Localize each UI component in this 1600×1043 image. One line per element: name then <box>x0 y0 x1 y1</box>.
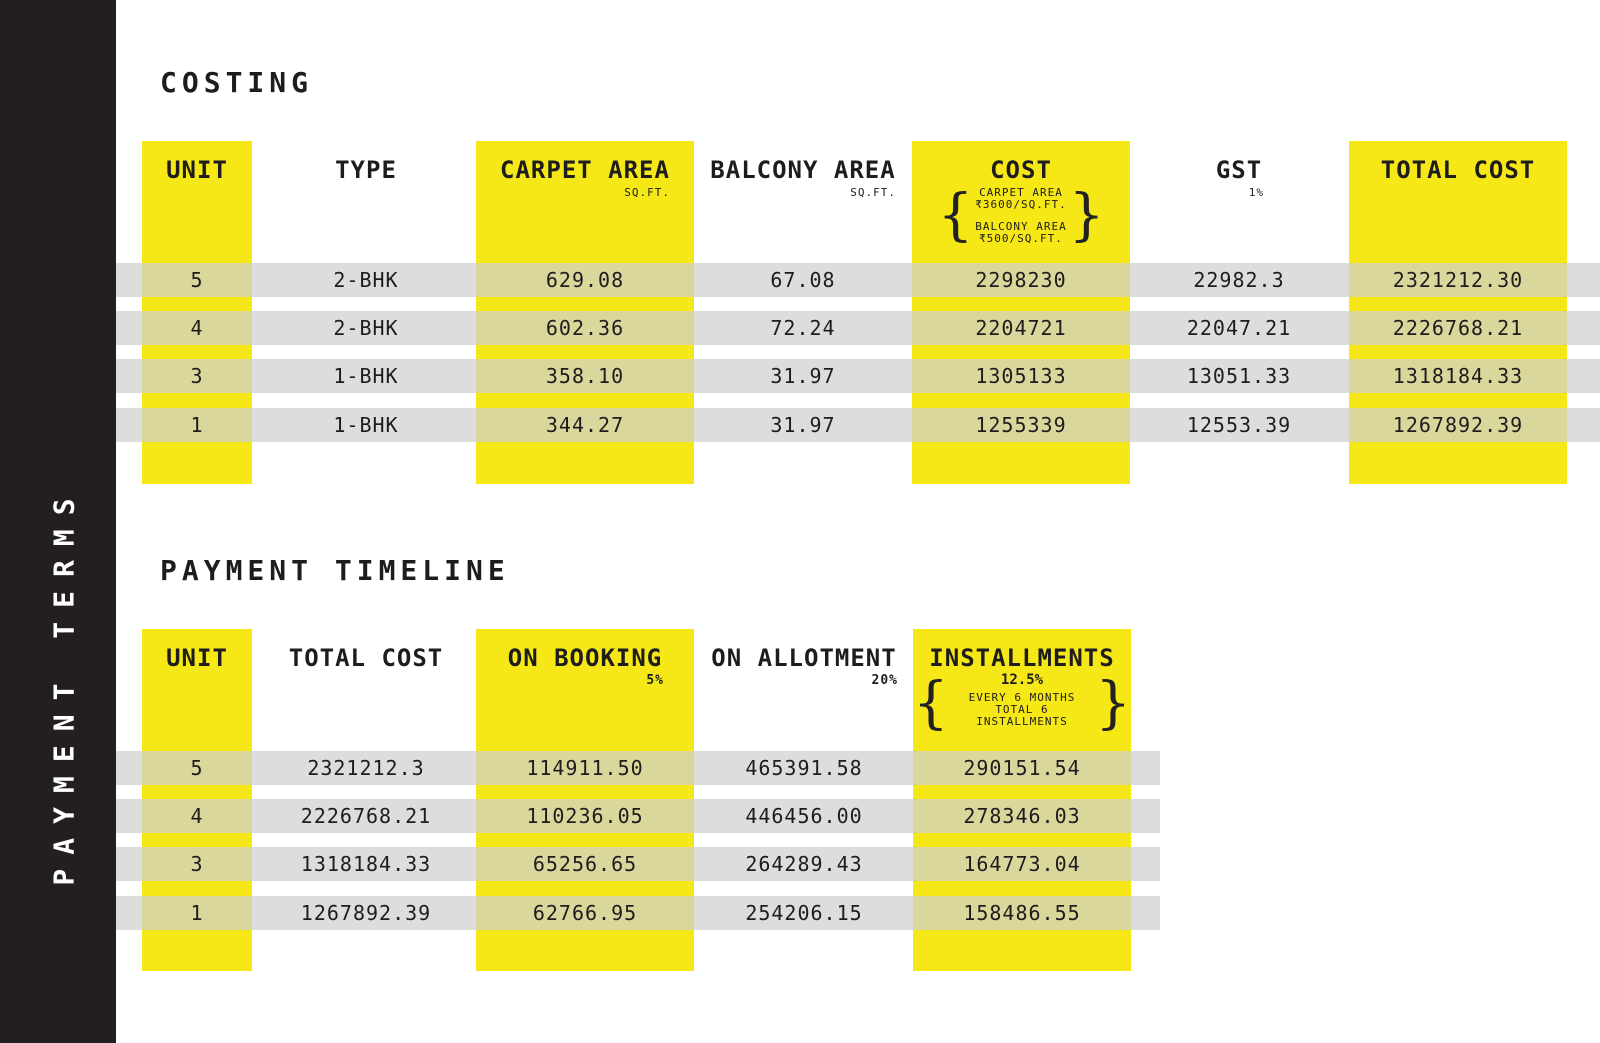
payment-header-total-cost: TOTAL COST <box>288 644 444 672</box>
costing-header-balcony-area: BALCONY AREA <box>710 156 896 184</box>
balcony-rate-label: BALCONY AREA <box>975 220 1067 233</box>
total-cell: 2226768.21 <box>1392 316 1524 340</box>
installment-cell: 290151.54 <box>963 756 1081 780</box>
gst-cell: 12553.39 <box>1186 413 1292 437</box>
type-cell: 2-BHK <box>333 316 399 340</box>
installments-note-text <box>949 680 1096 728</box>
allotment-cell: 465391.58 <box>745 756 863 780</box>
carpet-cell: 602.36 <box>545 316 625 340</box>
cost-cell: 2298230 <box>975 268 1067 292</box>
cost-rate-note <box>912 183 1130 248</box>
installment-cell: 278346.03 <box>963 804 1081 828</box>
total-cell: 2321212.30 <box>1392 268 1524 292</box>
payment-header-installments: INSTALLMENTS <box>929 644 1115 672</box>
installments-note <box>913 671 1131 736</box>
unit-cell: 5 <box>190 756 204 780</box>
payment-header-unit: UNIT <box>166 644 228 672</box>
costing-balcony-area-unit: SQ.FT. <box>850 186 896 199</box>
payment-timeline-title: PAYMENT TIMELINE <box>160 554 510 587</box>
carpet-cell: 629.08 <box>545 268 625 292</box>
costing-carpet-area-unit: SQ.FT. <box>624 186 670 199</box>
cost-cell: 1255339 <box>975 413 1067 437</box>
costing-header-total-cost: TOTAL COST <box>1380 156 1536 184</box>
type-cell: 1-BHK <box>333 413 399 437</box>
unit-cell: 3 <box>190 364 204 388</box>
balcony-cell: 67.08 <box>770 268 836 292</box>
balcony-cell: 72.24 <box>770 316 836 340</box>
costing-header-gst: GST <box>1215 156 1263 184</box>
costing-title: COSTING <box>160 66 314 99</box>
unit-cell: 1 <box>190 413 204 437</box>
cost-cell: 2204721 <box>975 316 1067 340</box>
total-cost-cell: 2226768.21 <box>300 804 432 828</box>
booking-cell: 114911.50 <box>526 756 644 780</box>
unit-cell: 5 <box>190 268 204 292</box>
carpet-rate-value: ₹3600/SQ.FT. <box>975 198 1067 211</box>
carpet-rate-label: CARPET AREA <box>979 186 1063 199</box>
total-cell: 1267892.39 <box>1392 413 1524 437</box>
right-brace-icon: } <box>1068 183 1105 248</box>
booking-cell: 62766.95 <box>532 901 638 925</box>
costing-header-type: TYPE <box>335 156 397 184</box>
total-cost-cell: 1318184.33 <box>300 852 432 876</box>
type-cell: 2-BHK <box>333 268 399 292</box>
allotment-cell: 264289.43 <box>745 852 863 876</box>
right-brace-icon: } <box>1095 671 1131 736</box>
installments-note-count: TOTAL 6 INSTALLMENTS <box>976 703 1068 728</box>
cost-rate-text <box>973 187 1068 245</box>
allotment-cell: 446456.00 <box>745 804 863 828</box>
on-allotment-pct: 20% <box>871 673 898 688</box>
installments-note-frequency: EVERY 6 MONTHS <box>968 691 1076 704</box>
sidebar-label: PAYMENT TERMS <box>47 484 81 886</box>
total-cell: 1318184.33 <box>1392 364 1524 388</box>
payment-header-on-allotment: ON ALLOTMENT <box>711 644 897 672</box>
left-brace-icon: { <box>913 671 949 736</box>
installment-cell: 158486.55 <box>963 901 1081 925</box>
payment-header-on-booking: ON BOOKING <box>507 644 663 672</box>
balcony-cell: 31.97 <box>770 413 836 437</box>
total-cost-cell: 1267892.39 <box>300 901 432 925</box>
gst-cell: 13051.33 <box>1186 364 1292 388</box>
balcony-rate-value: ₹500/SQ.FT. <box>979 232 1063 245</box>
booking-cell: 65256.65 <box>532 852 638 876</box>
unit-cell: 1 <box>190 901 204 925</box>
unit-cell: 4 <box>190 316 204 340</box>
costing-header-carpet-area: CARPET AREA <box>500 156 670 184</box>
sidebar <box>0 0 116 1043</box>
installments-pct: 12.5% <box>1000 672 1044 688</box>
allotment-cell: 254206.15 <box>745 901 863 925</box>
costing-gst-rate: 1% <box>1248 186 1264 199</box>
carpet-cell: 358.10 <box>545 364 625 388</box>
booking-cell: 110236.05 <box>526 804 644 828</box>
balcony-cell: 31.97 <box>770 364 836 388</box>
on-booking-pct: 5% <box>646 673 664 688</box>
carpet-cell: 344.27 <box>545 413 625 437</box>
type-cell: 1-BHK <box>333 364 399 388</box>
unit-cell: 3 <box>190 852 204 876</box>
left-brace-icon: { <box>937 183 974 248</box>
total-cost-cell: 2321212.3 <box>307 756 425 780</box>
costing-header-cost: COST <box>990 156 1052 184</box>
cost-cell: 1305133 <box>975 364 1067 388</box>
installment-cell: 164773.04 <box>963 852 1081 876</box>
gst-cell: 22982.3 <box>1193 268 1285 292</box>
unit-cell: 4 <box>190 804 204 828</box>
costing-header-unit: UNIT <box>166 156 228 184</box>
gst-cell: 22047.21 <box>1186 316 1292 340</box>
